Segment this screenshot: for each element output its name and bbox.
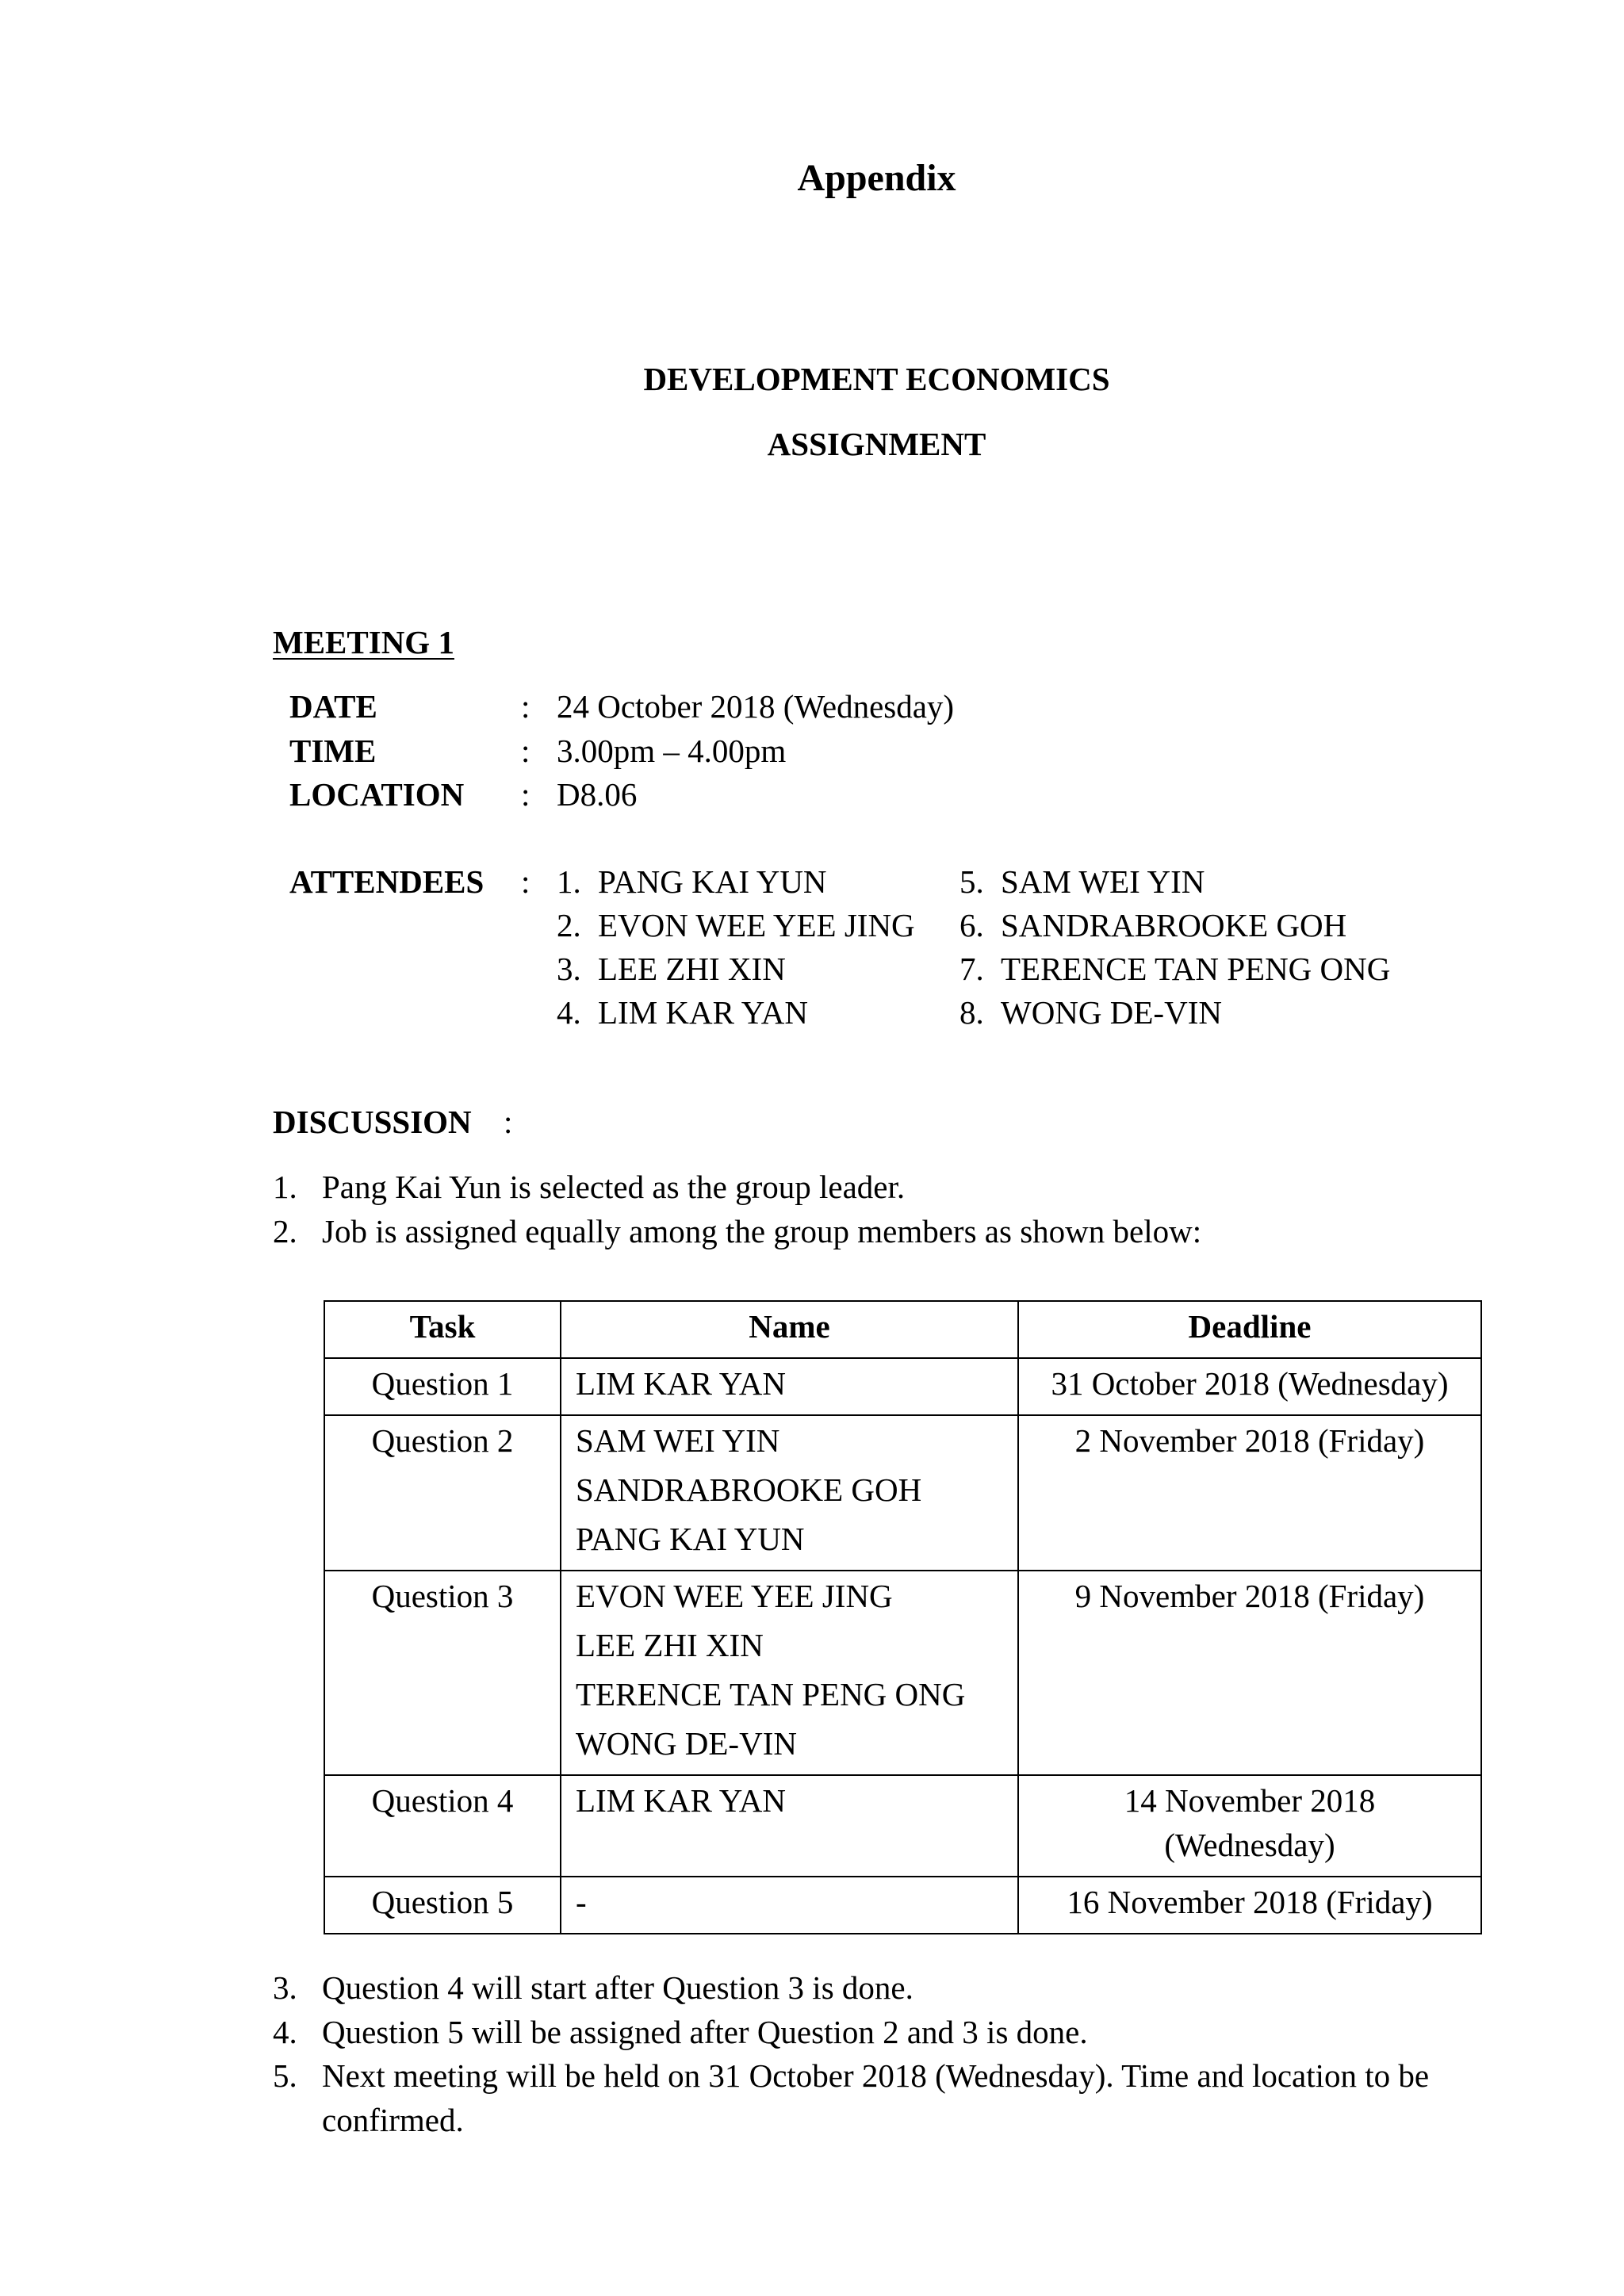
attendees-section (289, 860, 1391, 1035)
task-cell: Question 3 (324, 1571, 561, 1775)
document-subtitle: ASSIGNMENT (767, 426, 986, 462)
list-item-text: Next meeting will be held on 31 October 2018 (Wednesday). Time and location to be confirmed. (322, 2057, 1430, 2138)
name-cell (561, 1775, 1018, 1877)
discussion-heading: DISCUSSION (273, 1104, 472, 1140)
table-header-row (324, 1301, 1481, 1358)
attendee-name: SANDRABROOKE GOH (1001, 907, 1347, 943)
appendix-title: Appendix (797, 157, 956, 199)
name-cell (561, 1877, 1018, 1934)
deadline-cell: 9 November 2018 (Friday) (1018, 1571, 1481, 1775)
member-name: LIM KAR YAN (576, 1782, 786, 1819)
table-row (324, 1358, 1481, 1415)
list-item (273, 1966, 1480, 2011)
attendee-name: LEE ZHI XIN (598, 951, 786, 987)
member-name: TERENCE TAN PENG ONG (576, 1676, 966, 1712)
discussion-points-before-table (273, 1165, 1480, 1253)
detail-label: DATE (289, 688, 377, 725)
task-cell: Question 4 (324, 1775, 561, 1877)
attendee-name: WONG DE-VIN (1001, 994, 1222, 1031)
list-item (273, 2011, 1480, 2055)
deadline-cell: 14 November 2018 (Wednesday) (1018, 1775, 1481, 1877)
list-item-text: Question 5 will be assigned after Question 2 and 3 is done. (322, 2013, 1088, 2050)
discussion-points-after-table (273, 1966, 1480, 2142)
task-assignment-table (324, 1300, 1482, 1934)
column-header-deadline: Deadline (1018, 1301, 1481, 1358)
member-name: SANDRABROOKE GOH (576, 1471, 922, 1508)
detail-label: LOCATION (289, 776, 465, 813)
list-item-number: 2. (273, 1213, 297, 1249)
attendee-name: SAM WEI YIN (1001, 863, 1205, 900)
meeting-heading: MEETING 1 (273, 624, 454, 660)
member-name: PANG KAI YUN (576, 1521, 805, 1557)
attendee-number: 8. (959, 994, 984, 1031)
detail-row-date (289, 685, 954, 729)
attendees-label: ATTENDEES (289, 863, 485, 900)
deadline-cell: 31 October 2018 (Wednesday) (1018, 1358, 1481, 1415)
detail-row-time (289, 729, 954, 774)
list-item-text: Pang Kai Yun is selected as the group leader. (322, 1169, 906, 1205)
attendee-name: TERENCE TAN PENG ONG (1001, 951, 1391, 987)
name-cell (561, 1358, 1018, 1415)
attendee-name: PANG KAI YUN (598, 863, 827, 900)
attendee-number: 4. (557, 994, 581, 1031)
discussion-separator: : (504, 1104, 513, 1140)
attendee-name: LIM KAR YAN (598, 994, 808, 1031)
detail-value: D8.06 (557, 776, 638, 813)
attendee-number: 5. (959, 863, 984, 900)
table-row (324, 1877, 1481, 1934)
table-row (324, 1415, 1481, 1571)
member-name: SAM WEI YIN (576, 1422, 780, 1459)
list-item (273, 1165, 1480, 1209)
course-title: DEVELOPMENT ECONOMICS (643, 361, 1110, 397)
list-item (273, 2054, 1480, 2142)
deadline-cell: 16 November 2018 (Friday) (1018, 1877, 1481, 1934)
list-item-number: 4. (273, 2013, 297, 2050)
list-item (273, 1209, 1480, 1253)
table-row (324, 1775, 1481, 1877)
attendee-number: 2. (557, 907, 581, 943)
member-name: LEE ZHI XIN (576, 1627, 764, 1663)
detail-value: 3.00pm – 4.00pm (557, 732, 787, 769)
detail-separator: : (521, 732, 530, 769)
deadline-cell: 2 November 2018 (Friday) (1018, 1415, 1481, 1571)
detail-separator: : (521, 688, 530, 725)
list-item-number: 5. (273, 2057, 297, 2094)
meeting-details (289, 685, 954, 817)
attendee-name: EVON WEE YEE JING (598, 907, 915, 943)
task-cell: Question 5 (324, 1877, 561, 1934)
member-name: - (576, 1884, 587, 1920)
detail-row-location (289, 773, 954, 817)
task-cell: Question 1 (324, 1358, 561, 1415)
member-name: WONG DE-VIN (576, 1725, 797, 1762)
attendee-number: 7. (959, 951, 984, 987)
attendee-number: 1. (557, 863, 581, 900)
name-cell (561, 1571, 1018, 1775)
detail-label: TIME (289, 732, 377, 769)
table-row (324, 1571, 1481, 1775)
column-header-task: Task (324, 1301, 561, 1358)
list-item-text: Job is assigned equally among the group members as shown below: (322, 1213, 1202, 1249)
attendee-number: 3. (557, 951, 581, 987)
member-name: EVON WEE YEE JING (576, 1578, 893, 1614)
detail-separator: : (521, 863, 530, 900)
task-cell: Question 2 (324, 1415, 561, 1571)
attendee-number: 6. (959, 907, 984, 943)
list-item-number: 1. (273, 1169, 297, 1205)
member-name: LIM KAR YAN (576, 1365, 786, 1402)
list-item-number: 3. (273, 1969, 297, 2006)
detail-separator: : (521, 776, 530, 813)
attendees-list (557, 860, 1391, 1035)
detail-value: 24 October 2018 (Wednesday) (557, 688, 955, 725)
name-cell (561, 1415, 1018, 1571)
column-header-name: Name (561, 1301, 1018, 1358)
list-item-text: Question 4 will start after Question 3 is done. (322, 1969, 914, 2006)
